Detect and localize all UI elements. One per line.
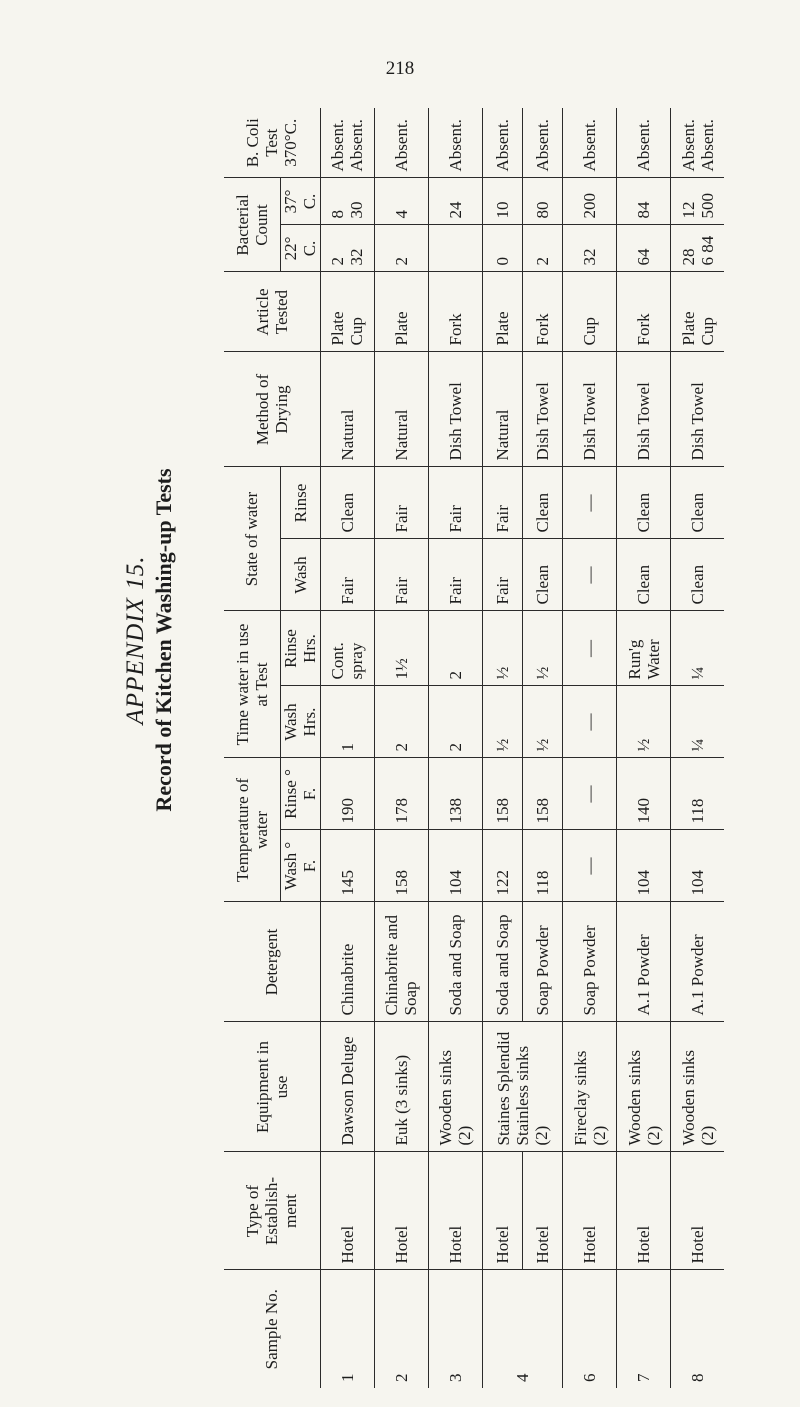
count-22 xyxy=(671,225,724,272)
count-22 xyxy=(374,225,428,272)
sample-no: 3 xyxy=(428,1270,482,1388)
header-drying: Method of Drying xyxy=(224,352,320,467)
detergent: A.1 Powder xyxy=(671,902,724,1022)
article-line: Fork xyxy=(634,313,654,346)
count-22 xyxy=(428,225,482,272)
count-37 xyxy=(617,178,671,225)
article-line: Fork xyxy=(445,313,465,346)
count-line: 0 xyxy=(492,257,512,266)
temp-rinse: 190 xyxy=(320,758,374,830)
coli-line: Absent. xyxy=(678,119,698,172)
table-title: Record of Kitchen Washing-up Tests xyxy=(151,468,176,812)
equipment: Wooden sinks (2) xyxy=(428,1022,482,1152)
article-line: Cup xyxy=(347,317,367,346)
time-wash: — xyxy=(563,686,617,758)
temp-rinse: 158 xyxy=(482,758,522,830)
temp-rinse: 118 xyxy=(671,758,724,830)
temp-rinse: — xyxy=(563,758,617,830)
drying-method: Natural xyxy=(482,352,522,467)
header-sample: Sample No. xyxy=(224,1270,320,1388)
count-line: 500 xyxy=(697,193,717,219)
establishment: Hotel xyxy=(522,1152,562,1270)
temp-wash: 104 xyxy=(428,830,482,902)
header-temp-rinse: Rinse ° F. xyxy=(280,758,320,830)
temp-wash: 122 xyxy=(482,830,522,902)
header-coli: B. Coli Test 370°C. xyxy=(224,108,320,178)
article-tested xyxy=(522,272,562,352)
count-37 xyxy=(428,178,482,225)
count-line: 2 xyxy=(532,257,552,266)
time-wash: 1 xyxy=(320,686,374,758)
time-rinse: 1½ xyxy=(374,611,428,686)
article-line: Plate xyxy=(328,311,348,346)
article-line: Plate xyxy=(391,311,411,346)
sample-no: 1 xyxy=(320,1270,374,1388)
count-37 xyxy=(374,178,428,225)
coli-line: Absent. xyxy=(347,119,367,172)
count-line: 10 xyxy=(492,201,512,219)
article-line: Cup xyxy=(697,317,717,346)
header-temperature: Temperature of water xyxy=(224,758,280,902)
count-line: 64 xyxy=(634,248,654,266)
temp-wash: 104 xyxy=(617,830,671,902)
article-tested xyxy=(563,272,617,352)
header-state-rinse: Rinse xyxy=(280,467,320,539)
state-wash: Clean xyxy=(671,539,724,611)
count-line: 12 xyxy=(678,201,698,219)
time-rinse: ¼ xyxy=(671,611,724,686)
count-37 xyxy=(563,178,617,225)
washing-up-tests-table xyxy=(224,108,724,1388)
table-row xyxy=(428,108,482,1388)
table-wrapper xyxy=(224,108,724,1388)
article-tested xyxy=(428,272,482,352)
coli-line: Absent. xyxy=(532,119,552,172)
coli-test xyxy=(522,108,562,178)
state-rinse: Clean xyxy=(671,467,724,539)
detergent: A.1 Powder xyxy=(617,902,671,1022)
time-rinse: ½ xyxy=(522,611,562,686)
state-wash: Clean xyxy=(522,539,562,611)
count-line: 32 xyxy=(347,248,367,266)
drying-method: Natural xyxy=(374,352,428,467)
equipment: Staines Splendid Stainless sinks (2) xyxy=(482,1022,562,1152)
time-rinse: 2 xyxy=(428,611,482,686)
article-tested xyxy=(617,272,671,352)
state-wash: — xyxy=(563,539,617,611)
header-count-37: 37° C. xyxy=(280,178,320,225)
sample-no: 6 xyxy=(563,1270,617,1388)
count-line: 6 84 xyxy=(697,235,717,266)
coli-line: Absent. xyxy=(445,119,465,172)
detergent: Soda and Soap xyxy=(428,902,482,1022)
appendix-label: APPENDIX 15. xyxy=(122,555,149,725)
header-time-rinse: Rinse Hrs. xyxy=(280,611,320,686)
count-22 xyxy=(320,225,374,272)
count-line: 30 xyxy=(347,201,367,219)
temp-rinse: 178 xyxy=(374,758,428,830)
detergent: Soap Powder xyxy=(522,902,562,1022)
state-rinse: Clean xyxy=(617,467,671,539)
header-time: Time water in use at Test xyxy=(224,611,280,758)
count-line: 84 xyxy=(634,201,654,219)
coli-line: Absent. xyxy=(492,119,512,172)
establishment: Hotel xyxy=(374,1152,428,1270)
time-wash: ¼ xyxy=(671,686,724,758)
coli-line: Absent. xyxy=(580,119,600,172)
table-row xyxy=(563,108,617,1388)
time-wash: ½ xyxy=(617,686,671,758)
establishment: Hotel xyxy=(482,1152,522,1270)
header-establishment: Type of Establish- ment xyxy=(224,1152,320,1270)
count-37 xyxy=(522,178,562,225)
count-22 xyxy=(522,225,562,272)
establishment: Hotel xyxy=(617,1152,671,1270)
count-line: 80 xyxy=(532,201,552,219)
state-rinse: Fair xyxy=(428,467,482,539)
detergent: Soap Powder xyxy=(563,902,617,1022)
temp-rinse: 138 xyxy=(428,758,482,830)
drying-method: Dish Towel xyxy=(671,352,724,467)
detergent: Chinabrite and Soap xyxy=(374,902,428,1022)
equipment: Euk (3 sinks) xyxy=(374,1022,428,1152)
time-rinse: Run'g Water xyxy=(617,611,671,686)
state-rinse: Fair xyxy=(482,467,522,539)
header-detergent: Detergent xyxy=(224,902,320,1022)
count-37 xyxy=(671,178,724,225)
drying-method: Dish Towel xyxy=(563,352,617,467)
establishment: Hotel xyxy=(671,1152,724,1270)
header-temp-wash: Wash ° F. xyxy=(280,830,320,902)
count-line: 32 xyxy=(580,248,600,266)
header-time-wash: Wash Hrs. xyxy=(280,686,320,758)
count-line: 4 xyxy=(391,210,411,219)
header-bacterial: Bacterial Count xyxy=(224,178,280,272)
table-row xyxy=(522,108,562,1388)
drying-method: Dish Towel xyxy=(522,352,562,467)
state-wash: Fair xyxy=(320,539,374,611)
count-line: 24 xyxy=(445,201,465,219)
drying-method: Dish Towel xyxy=(617,352,671,467)
state-wash: Fair xyxy=(374,539,428,611)
detergent: Chinabrite xyxy=(320,902,374,1022)
time-rinse: — xyxy=(563,611,617,686)
drying-method: Dish Towel xyxy=(428,352,482,467)
count-22 xyxy=(617,225,671,272)
count-line: 28 xyxy=(678,248,698,266)
temp-wash: 118 xyxy=(522,830,562,902)
equipment: Fireclay sinks (2) xyxy=(563,1022,617,1152)
coli-test xyxy=(671,108,724,178)
header-count-22: 22° C. xyxy=(280,225,320,272)
detergent: Soda and Soap xyxy=(482,902,522,1022)
rotated-table-frame xyxy=(224,108,724,1388)
article-line: Fork xyxy=(532,313,552,346)
time-wash: 2 xyxy=(374,686,428,758)
temp-wash: 145 xyxy=(320,830,374,902)
equipment: Dawson Deluge xyxy=(320,1022,374,1152)
table-row xyxy=(617,108,671,1388)
header-state-wash: Wash xyxy=(280,539,320,611)
header-article: Article Tested xyxy=(224,272,320,352)
page-number: 218 xyxy=(385,58,415,79)
establishment: Hotel xyxy=(320,1152,374,1270)
page-heading xyxy=(122,290,178,990)
state-rinse: Clean xyxy=(522,467,562,539)
sample-no: 7 xyxy=(617,1270,671,1388)
coli-test xyxy=(563,108,617,178)
state-wash: Fair xyxy=(482,539,522,611)
count-line: 200 xyxy=(580,193,600,219)
count-22 xyxy=(563,225,617,272)
header-state: State of water xyxy=(224,467,280,611)
table-row xyxy=(374,108,428,1388)
count-22 xyxy=(482,225,522,272)
coli-line: Absent. xyxy=(328,119,348,172)
temp-wash: 158 xyxy=(374,830,428,902)
table-row xyxy=(482,108,522,1388)
state-wash: Fair xyxy=(428,539,482,611)
coli-line: Absent. xyxy=(697,119,717,172)
article-tested xyxy=(671,272,724,352)
temp-rinse: 158 xyxy=(522,758,562,830)
coli-test xyxy=(482,108,522,178)
coli-test xyxy=(428,108,482,178)
coli-test xyxy=(320,108,374,178)
temp-wash: — xyxy=(563,830,617,902)
sample-no: 8 xyxy=(671,1270,724,1388)
time-wash: 2 xyxy=(428,686,482,758)
article-tested xyxy=(482,272,522,352)
state-rinse: Clean xyxy=(320,467,374,539)
temp-rinse: 140 xyxy=(617,758,671,830)
header-equipment: Equipment in use xyxy=(224,1022,320,1152)
sample-no: 2 xyxy=(374,1270,428,1388)
state-rinse: Fair xyxy=(374,467,428,539)
count-line: 2 xyxy=(391,257,411,266)
equipment: Wooden sinks (2) xyxy=(671,1022,724,1152)
coli-test xyxy=(374,108,428,178)
sample-no: 4 xyxy=(482,1270,562,1388)
establishment: Hotel xyxy=(563,1152,617,1270)
article-line: Plate xyxy=(492,311,512,346)
table-row xyxy=(671,108,724,1388)
coli-line: Absent. xyxy=(391,119,411,172)
count-line: 8 xyxy=(328,210,348,219)
time-rinse: Cont. spray xyxy=(320,611,374,686)
coli-line: Absent. xyxy=(634,119,654,172)
state-rinse: — xyxy=(563,467,617,539)
article-tested xyxy=(320,272,374,352)
article-tested xyxy=(374,272,428,352)
coli-test xyxy=(617,108,671,178)
temp-wash: 104 xyxy=(671,830,724,902)
establishment: Hotel xyxy=(428,1152,482,1270)
time-wash: ½ xyxy=(522,686,562,758)
count-37 xyxy=(482,178,522,225)
state-wash: Clean xyxy=(617,539,671,611)
article-line: Cup xyxy=(580,317,600,346)
time-wash: ½ xyxy=(482,686,522,758)
table-row xyxy=(320,108,374,1388)
equipment: Wooden sinks (2) xyxy=(617,1022,671,1152)
time-rinse: ½ xyxy=(482,611,522,686)
count-line: 2 xyxy=(328,257,348,266)
count-37 xyxy=(320,178,374,225)
article-line: Plate xyxy=(678,311,698,346)
drying-method: Natural xyxy=(320,352,374,467)
